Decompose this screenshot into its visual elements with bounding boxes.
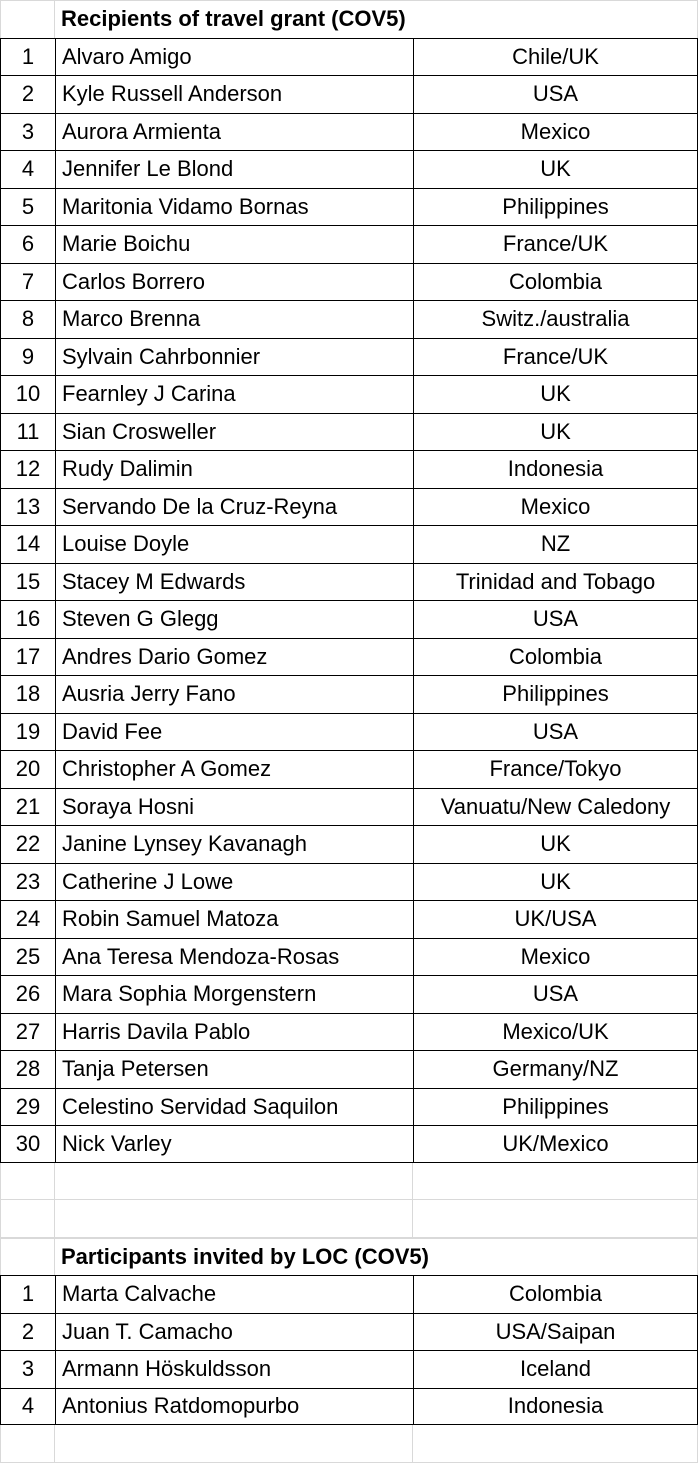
row-index-cell[interactable]: 12 [0, 450, 55, 488]
row-index-cell[interactable]: 8 [0, 300, 55, 338]
section-1-title[interactable]: Recipients of travel grant (COV5) [55, 0, 698, 38]
section-2-table [0, 1275, 698, 1425]
name-cell[interactable]: Marta Calvache [55, 1275, 413, 1313]
country-cell[interactable]: Colombia [413, 638, 698, 676]
row-index-cell[interactable]: 17 [0, 638, 55, 676]
country-cell[interactable]: USA [413, 975, 698, 1013]
row-index-cell[interactable]: 20 [0, 750, 55, 788]
table-row [0, 450, 698, 488]
row-index-cell[interactable]: 1 [0, 1275, 55, 1313]
country-cell[interactable]: UK/Mexico [413, 1125, 698, 1163]
table-row [0, 188, 698, 226]
country-cell[interactable]: UK [413, 863, 698, 901]
name-cell[interactable]: Aurora Armienta [55, 113, 413, 151]
country-cell[interactable]: Iceland [413, 1350, 698, 1388]
country-cell[interactable]: Colombia [413, 1275, 698, 1313]
header-index-cell[interactable] [0, 0, 55, 38]
row-index-cell[interactable]: 2 [0, 75, 55, 113]
table-row [0, 975, 698, 1013]
country-cell[interactable]: Mexico [413, 938, 698, 976]
table-row [0, 150, 698, 188]
table-row [0, 338, 698, 376]
row-index-cell[interactable]: 11 [0, 413, 55, 451]
row-index-cell[interactable]: 3 [0, 1350, 55, 1388]
section-2-header-row [0, 1238, 698, 1276]
table-row [0, 488, 698, 526]
country-cell[interactable]: USA [413, 713, 698, 751]
country-cell[interactable]: UK [413, 150, 698, 188]
name-cell[interactable]: Janine Lynsey Kavanagh [55, 825, 413, 863]
country-cell[interactable]: UK/USA [413, 900, 698, 938]
table-row [0, 1313, 698, 1351]
empty-cell[interactable] [55, 1200, 413, 1238]
country-cell[interactable]: Philippines [413, 1088, 698, 1126]
country-cell[interactable]: Colombia [413, 263, 698, 301]
name-cell[interactable]: Juan T. Camacho [55, 1313, 413, 1351]
name-cell[interactable]: Sian Crosweller [55, 413, 413, 451]
country-cell[interactable]: Indonesia [413, 1388, 698, 1426]
name-cell[interactable]: Ausria Jerry Fano [55, 675, 413, 713]
country-cell[interactable]: UK [413, 413, 698, 451]
table-row [0, 1050, 698, 1088]
country-cell[interactable]: France/UK [413, 338, 698, 376]
empty-cell[interactable] [0, 1425, 55, 1463]
row-index-cell[interactable]: 26 [0, 975, 55, 1013]
row-index-cell[interactable]: 30 [0, 1125, 55, 1163]
section-1-table [0, 38, 698, 1163]
name-cell[interactable]: Marie Boichu [55, 225, 413, 263]
name-cell[interactable]: Maritonia Vidamo Bornas [55, 188, 413, 226]
country-cell[interactable]: Indonesia [413, 450, 698, 488]
row-index-cell[interactable]: 10 [0, 375, 55, 413]
name-cell[interactable]: Jennifer Le Blond [55, 150, 413, 188]
name-cell[interactable]: Robin Samuel Matoza [55, 900, 413, 938]
row-index-cell[interactable]: 28 [0, 1050, 55, 1088]
table-row [0, 675, 698, 713]
table-row [0, 638, 698, 676]
empty-cell[interactable] [55, 1163, 413, 1201]
table-row [0, 413, 698, 451]
name-cell[interactable]: David Fee [55, 713, 413, 751]
row-index-cell[interactable]: 29 [0, 1088, 55, 1126]
empty-row [0, 1425, 698, 1463]
table-row [0, 788, 698, 826]
row-index-cell[interactable]: 5 [0, 188, 55, 226]
country-cell[interactable]: Mexico [413, 488, 698, 526]
row-index-cell[interactable]: 4 [0, 1388, 55, 1426]
table-row [0, 1350, 698, 1388]
name-cell[interactable]: Antonius Ratdomopurbo [55, 1388, 413, 1426]
row-index-cell[interactable]: 15 [0, 563, 55, 601]
country-cell[interactable]: Mexico/UK [413, 1013, 698, 1051]
name-cell[interactable]: Armann Höskuldsson [55, 1350, 413, 1388]
empty-row [0, 1200, 698, 1238]
name-cell[interactable]: Tanja Petersen [55, 1050, 413, 1088]
table-row [0, 75, 698, 113]
country-cell[interactable]: Trinidad and Tobago [413, 563, 698, 601]
table-row [0, 1013, 698, 1051]
empty-cell[interactable] [413, 1163, 698, 1201]
empty-row [0, 1163, 698, 1201]
row-index-cell[interactable]: 25 [0, 938, 55, 976]
name-cell[interactable]: Mara Sophia Morgenstern [55, 975, 413, 1013]
table-row [0, 300, 698, 338]
row-index-cell[interactable]: 21 [0, 788, 55, 826]
table-row [0, 938, 698, 976]
table-row [0, 600, 698, 638]
table-row [0, 825, 698, 863]
row-index-cell[interactable]: 23 [0, 863, 55, 901]
name-cell[interactable]: Steven G Glegg [55, 600, 413, 638]
table-row [0, 38, 698, 76]
country-cell[interactable]: France/UK [413, 225, 698, 263]
section-2-title[interactable]: Participants invited by LOC (COV5) [55, 1238, 698, 1276]
section-1-header-row [0, 0, 698, 38]
table-row [0, 1388, 698, 1426]
name-cell[interactable]: Rudy Dalimin [55, 450, 413, 488]
country-cell[interactable]: NZ [413, 525, 698, 563]
row-index-cell[interactable]: 13 [0, 488, 55, 526]
row-index-cell[interactable]: 9 [0, 338, 55, 376]
name-cell[interactable]: Soraya Hosni [55, 788, 413, 826]
name-cell[interactable]: Sylvain Cahrbonnier [55, 338, 413, 376]
table-row [0, 263, 698, 301]
table-row [0, 863, 698, 901]
table-row [0, 1125, 698, 1163]
table-row [0, 563, 698, 601]
name-cell[interactable]: Servando De la Cruz-Reyna [55, 488, 413, 526]
row-index-cell[interactable]: 18 [0, 675, 55, 713]
country-cell[interactable]: Chile/UK [413, 38, 698, 76]
table-row [0, 113, 698, 151]
name-cell[interactable]: Louise Doyle [55, 525, 413, 563]
name-cell[interactable]: Carlos Borrero [55, 263, 413, 301]
country-cell[interactable]: UK [413, 825, 698, 863]
row-index-cell[interactable]: 4 [0, 150, 55, 188]
empty-cell[interactable] [0, 1200, 55, 1238]
country-cell[interactable]: Philippines [413, 188, 698, 226]
name-cell[interactable]: Alvaro Amigo [55, 38, 413, 76]
name-cell[interactable]: Fearnley J Carina [55, 375, 413, 413]
row-index-cell[interactable]: 16 [0, 600, 55, 638]
row-index-cell[interactable]: 2 [0, 1313, 55, 1351]
country-cell[interactable]: USA [413, 600, 698, 638]
country-cell[interactable]: Mexico [413, 113, 698, 151]
table-row [0, 525, 698, 563]
row-index-cell[interactable]: 6 [0, 225, 55, 263]
row-index-cell[interactable]: 3 [0, 113, 55, 151]
table-row [0, 750, 698, 788]
row-index-cell[interactable]: 7 [0, 263, 55, 301]
table-row [0, 1088, 698, 1126]
name-cell[interactable]: Ana Teresa Mendoza-Rosas [55, 938, 413, 976]
empty-cell[interactable] [0, 1163, 55, 1201]
row-index-cell[interactable]: 1 [0, 38, 55, 76]
table-row [0, 713, 698, 751]
name-cell[interactable]: Catherine J Lowe [55, 863, 413, 901]
name-cell[interactable]: Andres Dario Gomez [55, 638, 413, 676]
name-cell[interactable]: Marco Brenna [55, 300, 413, 338]
country-cell[interactable]: Vanuatu/New Caledony [413, 788, 698, 826]
row-index-cell[interactable]: 24 [0, 900, 55, 938]
empty-cell[interactable] [55, 1425, 413, 1463]
empty-cell[interactable] [413, 1200, 698, 1238]
table-row [0, 225, 698, 263]
header-index-cell[interactable] [0, 1238, 55, 1276]
country-cell[interactable]: Switz./australia [413, 300, 698, 338]
country-cell[interactable]: USA/Saipan [413, 1313, 698, 1351]
name-cell[interactable]: Harris Davila Pablo [55, 1013, 413, 1051]
empty-cell[interactable] [413, 1425, 698, 1463]
row-index-cell[interactable]: 27 [0, 1013, 55, 1051]
row-index-cell[interactable]: 19 [0, 713, 55, 751]
country-cell[interactable]: USA [413, 75, 698, 113]
country-cell[interactable]: Germany/NZ [413, 1050, 698, 1088]
table-row [0, 375, 698, 413]
row-index-cell[interactable]: 22 [0, 825, 55, 863]
table-row [0, 900, 698, 938]
row-index-cell[interactable]: 14 [0, 525, 55, 563]
name-cell[interactable]: Nick Varley [55, 1125, 413, 1163]
name-cell[interactable]: Kyle Russell Anderson [55, 75, 413, 113]
table-row [0, 1275, 698, 1313]
country-cell[interactable]: UK [413, 375, 698, 413]
name-cell[interactable]: Christopher A Gomez [55, 750, 413, 788]
name-cell[interactable]: Stacey M Edwards [55, 563, 413, 601]
country-cell[interactable]: France/Tokyo [413, 750, 698, 788]
country-cell[interactable]: Philippines [413, 675, 698, 713]
name-cell[interactable]: Celestino Servidad Saquilon [55, 1088, 413, 1126]
